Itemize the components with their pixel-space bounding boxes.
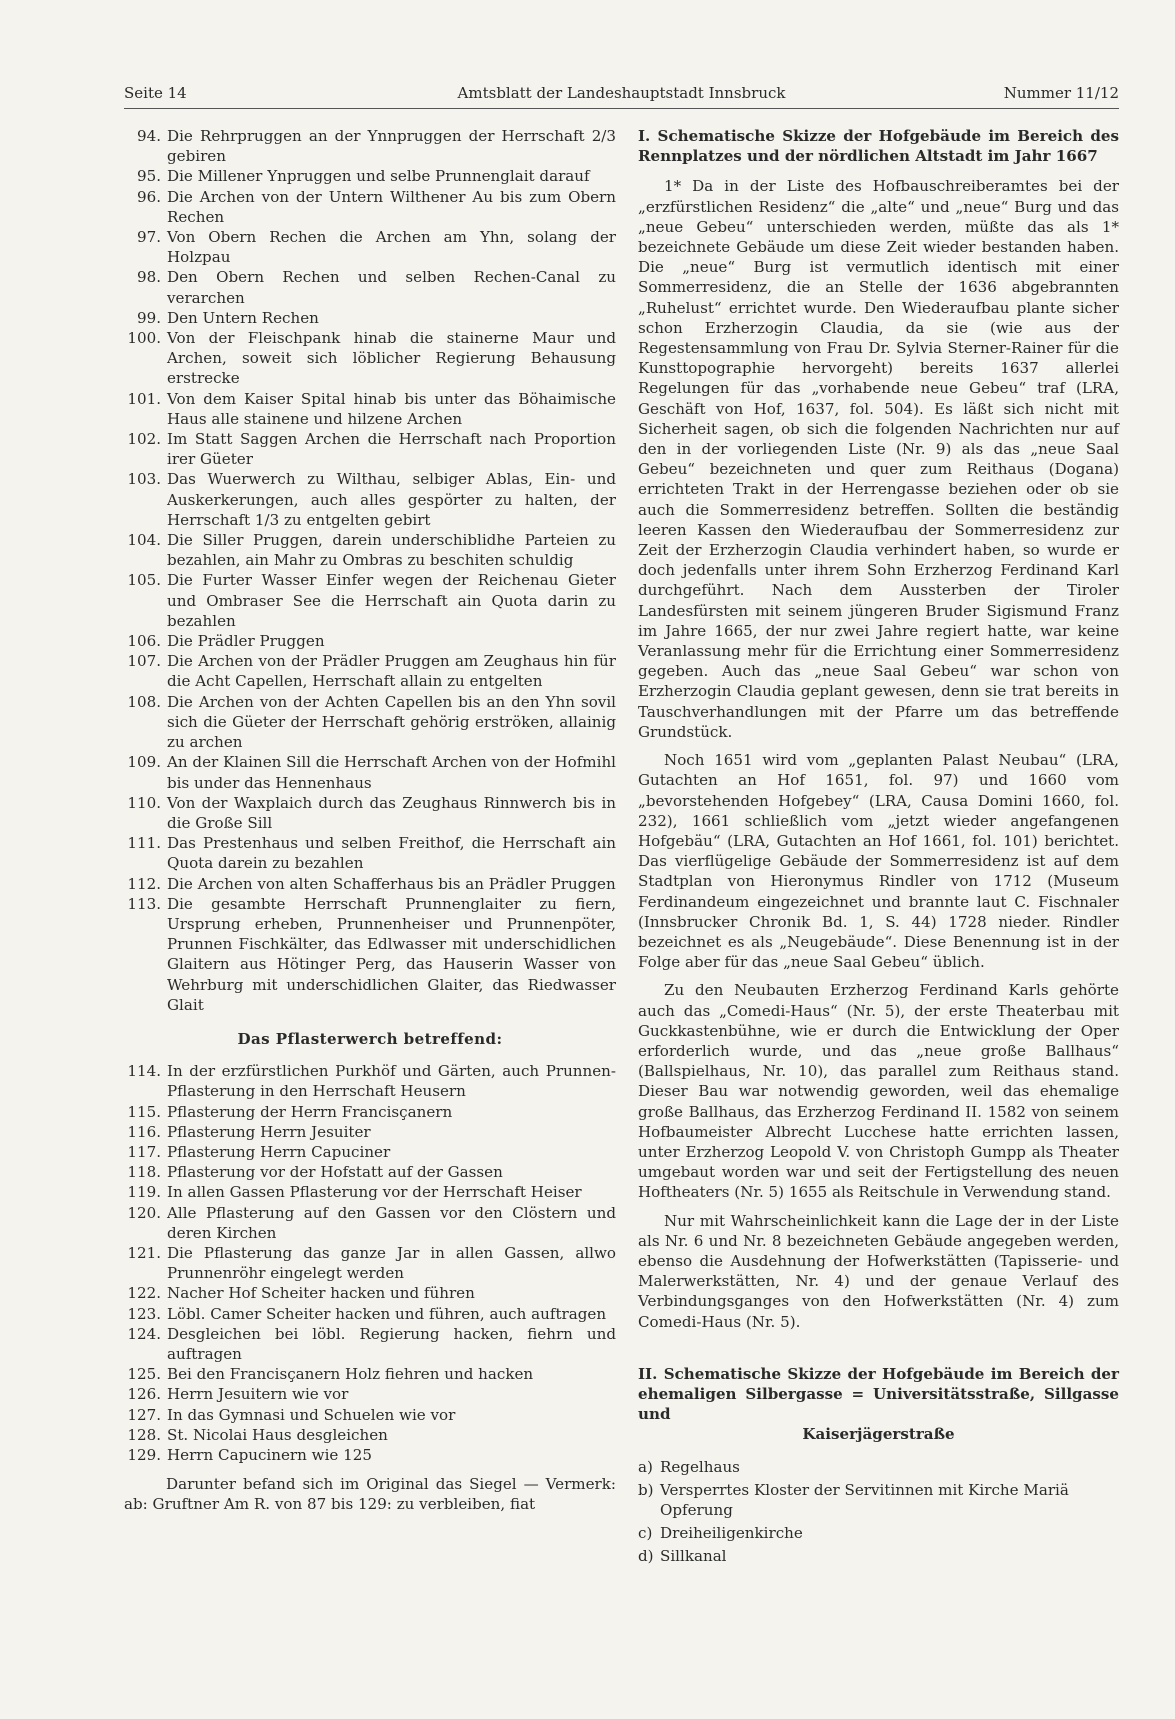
item-number: 124. [127,1324,161,1343]
list-item [124,126,616,166]
list-item [124,1142,616,1162]
item-text: Von Obern Rechen die Archen am Yhn, solang der Holzpau [167,228,616,267]
item-text: Bei den Francisçanern Holz fiehren und hacken [167,1365,534,1384]
list-item [124,1283,616,1303]
list-item [124,631,616,651]
list-item [124,1304,616,1324]
list-item [124,1364,616,1384]
item-text: Desgleichen bei löbl. Regierung hacken, fiehrn und auftragen [167,1324,616,1363]
list-item [124,1425,616,1445]
item-text: Herrn Capucinern wie 125 [167,1446,372,1464]
list-item [124,328,616,389]
paragraph: 1* Da in der Liste des Hofbauschreiberamtes bei der „erzfürstlichen Residenz“ die „alte“ und „neue“ Burg und das „neue Gebeu“ unterschieden werden, müßte das als 1* bezeichnete Gebäude um diese Zeit wieder bestanden haben. Die „neue“ Burg ist vermutlich identisch mit einer Sommerresidenz, die an Stelle der 1636 abgebrannten „Ruhelust“ errichtet wurde. Den Wiederaufbau plante sicher schon Erzherzogin Claudia, da sie (wie aus der Regestensammlung von Frau Dr. Sylvia Sterner-Rainer für die Kunsttopographie hervorgeht) bereits 1637 allerlei Regelungen für das „vorhabende neue Gebeu“ traf (LRA, Geschäft von Hof, 1637, fol. 504). Es läßt sich nicht mit Sicherheit sagen, ob sich die folgenden Nachrichten nur auf den in der vorliegenden Liste (Nr. 9) als das „neue Saal Gebeu“ bezeichneten und quer zum Reithaus (Dogana) errichteten Trakt in der Herrengasse beziehen oder ob sie auch die Sommerresidenz betreffen. Sollten die beständig leeren Kassen den Wiederaufbau der Sommerresidenz zur Zeit der Erzherzogin Claudia verhindert haben, so wurde er doch jedenfalls unter ihrem Sohn Erzherzog Ferdinand Karl durchgeführt. Nach dem Aussterben der Tiroler Landesfürsten mit seinem jüngeren Bruder Sigismund Franz im Jahre 1665, der nur zwei Jahre regiert hatte, war keine Veranlassung mehr für die Errichtung einer Sommerresidenz gegeben. Auch das „neue Saal Gebeu“ war schon von Erzherzogin Claudia geplant gewesen, denn sie trat bereits in Tauschverhandlungen mit der Pfarre um das betreffende Grundstück. [638,177,1119,741]
item-text: Die Archen von der Untern Wilthener Au bis zum Obern Rechen [167,187,616,226]
item-number: 114. [127,1062,161,1081]
item-number: 105. [127,571,161,590]
list-item [124,793,616,833]
paragraph: Nur mit Wahrscheinlichkeit kann die Lage der in der Liste als Nr. 6 und Nr. 8 bezeichneten Gebäude angegeben werden, ebenso die Ausdehnung der Hofwerkstätten (Tapisserie- und Malerwerkstätten, Nr. 4) und der genaue Verlauf des Verbindungsganges von den Hofwerkstätten (Nr. 4) zum Comedi-Haus (Nr. 5). [638,1211,1119,1331]
list-item [124,187,616,227]
item-text: Die Archen von der Achten Capellen bis an den Yhn sovil sich die Güeter der Herrschaft gehörig erströken, allainig zu archen [167,692,616,752]
item-text: Die Archen von alten Schafferhaus bis an Prädler Pruggen [167,874,616,893]
item-text: Die Archen von der Prädler Pruggen am Zeughaus hin für die Acht Capellen, Herrschaft allain zu entgelten [167,652,616,691]
list-item [124,1324,616,1364]
item-number: 100. [127,329,161,348]
item-number: 121. [127,1243,161,1262]
left-column [124,126,616,1515]
item-number: 97. [136,228,161,247]
item-text: Den Untern Rechen [167,308,319,327]
item-text: Pflasterung Herrn Jesuiter [167,1122,371,1141]
item-number: 103. [127,470,161,489]
item-text: Die Furter Wasser Einfer wegen der Reichenau Gieter und Ombraser See die Herrschaft ain Quota darin zu bezahlen [167,571,616,630]
section2-heading-line2: Kaiserjägerstraße [802,1425,955,1444]
section2-heading [638,1364,1119,1445]
item-number: 111. [127,834,161,853]
item-number: 127. [127,1405,161,1424]
item-text: Alle Pflasterung auf den Gassen vor den Clöstern und deren Kirchen [167,1203,616,1242]
header-rule [124,108,1119,109]
list-item [124,1182,616,1202]
item-number: 120. [127,1203,161,1222]
issue-number: Nummer 11/12 [1003,84,1119,102]
legend-text: Sillkanal [660,1547,727,1566]
item-text: Löbl. Camer Scheiter hacken und führen, auch auftragen [167,1304,607,1323]
item-text: Die Prädler Pruggen [167,632,325,651]
list-item [124,752,616,792]
item-text: Das Wuerwerch zu Wilthau, selbiger Ablas, Ein- und Auskerkerungen, auch alles gespörter zu halten, der Herrschaft 1/3 zu entgelten gebirt [167,470,616,529]
item-text: In das Gymnasi und Schuelen wie vor [167,1405,456,1424]
section1-heading: I. Schematische Skizze der Hofgebäude im Bereich des Rennplatzes und der nördlichen Altstadt im Jahr 1667 [638,127,1119,166]
legend-item [638,1457,1119,1477]
legend-text: Regelhaus [660,1457,740,1476]
list-item [124,1162,616,1182]
list-item [124,570,616,631]
list-item [124,389,616,429]
legend-label: a) [638,1457,653,1476]
item-number: 122. [127,1284,161,1303]
list-item [124,308,616,328]
legend-text: Dreiheiligenkirche [660,1524,803,1543]
item-number: 109. [127,753,161,772]
item-number: 115. [127,1102,161,1121]
item-number: 107. [127,652,161,671]
list-item [124,469,616,530]
item-text: Die Pflasterung das ganze Jar in allen Gassen, allwo Prunnenröhr eingelegt werden [167,1243,616,1283]
pflaster-list [124,1061,616,1465]
pflaster-heading: Das Pflasterwerch betreffend: [237,1029,503,1048]
list-item [124,833,616,873]
section2-heading-line1: II. Schematische Skizze der Hofgebäude im Bereich der ehemaligen Silbergasse = Universitätsstraße, Sillgasse und [638,1364,1119,1424]
list-item [124,894,616,1015]
right-column [638,126,1119,1570]
item-text: An der Klainen Sill die Herrschaft Archen von der Hofmihl bis under das Hennenhaus [167,753,616,792]
list-item [124,227,616,267]
item-number: 119. [127,1183,161,1202]
item-text: Das Prestenhaus und selben Freithof, die Herrschaft ain Quota darein zu bezahlen [167,834,616,873]
legend-label: d) [638,1547,654,1566]
item-text: Nacher Hof Scheiter hacken und führen [167,1284,475,1303]
item-number: 108. [127,692,161,711]
publication-title: Amtsblatt der Landeshauptstadt Innsbruck [457,84,786,102]
page-header [124,80,1119,106]
list-item [124,429,616,469]
item-number: 101. [127,389,161,408]
section1-body [638,176,1119,1331]
legend-label: c) [638,1524,653,1543]
list-item [124,1102,616,1122]
item-number: 110. [127,793,161,812]
list-item [124,1061,616,1101]
paragraph: Noch 1651 wird vom „geplanten Palast Neubau“ (LRA, Gutachten an Hof 1651, fol. 97) und 1660 vom „bevorstehenden Hofgebey“ (LRA, Causa Domini 1660, fol. 232), 1661 schließlich vom „jetzt wieder angefangenen Hofgebäu“ (LRA, Gutachten an Hof 1661, fol. 101) berichtet. Das vierflügelige Gebäude der Sommerresidenz ist auf dem Stadtplan von Hieronymus Rindler von 1712 (Museum Ferdinandeum eingezeichnet und brannte laut C. Fischnaler (Innsbrucker Chronik Bd. 1, S. 44) 1728 nieder. Rindler bezeichnet es als „Neugebäude“. Diese Benennung ist in der Folge aber für das „neue Saal Gebeu“ üblich. [638,751,1119,972]
item-text: Die Siller Pruggen, darein underschiblidhe Parteien zu bezahlen, ain Mahr zu Ombras zu beschiten schuldig [167,531,616,570]
page-number: Seite 14 [124,84,187,102]
list-item [124,530,616,570]
legend-label: b) [638,1480,654,1499]
item-text: Die Millener Ynpruggen und selbe Prunnenglait darauf [167,167,590,186]
seal-note: Darunter befand sich im Original das Siegel — Vermerk: ab: Gruftner Am R. von 87 bis 129: zu verbleiben, fiat [124,1475,616,1514]
item-text: Die gesambte Herrschaft Prunnenglaiter zu fiern, Ursprung erheben, Prunnenheiser und Prunnenpöter, Prunnen Fischkälter, das Edlwasser mit underschidlichen Glaitern aus Hötinger Perg, das Hauserin Wasser von Wehrburg mit underschidlichen Glaiter, das Riedwasser Glait [167,894,616,1014]
item-text: Im Statt Saggen Archen die Herrschaft nach Proportion irer Güeter [167,430,616,469]
item-number: 118. [127,1163,161,1182]
legend-item [638,1480,1119,1520]
item-number: 95. [136,167,161,186]
item-number: 129. [127,1446,161,1464]
legend-item [638,1546,1119,1566]
list-item [124,1384,616,1404]
item-text: Von dem Kaiser Spital hinab bis unter das Böhaimische Haus alle stainene und hilzene Archen [167,389,616,428]
item-number: 96. [136,187,161,206]
legend-text: Versperrtes Kloster der Servitinnen mit Kirche Mariä Opferung [660,1480,1069,1519]
item-number: 117. [127,1142,161,1161]
list-item [124,1243,616,1283]
item-number: 112. [127,874,161,893]
item-text: Von der Waxplaich durch das Zeughaus Rinnwerch bis in die Große Sill [167,793,616,832]
list-item [124,692,616,753]
legend-item [638,1523,1119,1543]
list-item [124,1203,616,1243]
item-number: 94. [136,127,161,145]
item-number: 128. [127,1425,161,1444]
item-text: In allen Gassen Pflasterung vor der Herrschaft Heiser [167,1183,582,1202]
item-number: 98. [136,268,161,287]
item-text: Herrn Jesuitern wie vor [167,1385,349,1404]
item-number: 113. [127,894,161,913]
item-number: 123. [127,1304,161,1323]
list-item [124,267,616,307]
obligations-list [124,126,616,1015]
list-item [124,1445,616,1465]
item-text: Pflasterung vor der Hofstatt auf der Gassen [167,1163,503,1182]
section2-legend [638,1457,1119,1567]
item-text: In der erzfürstlichen Purkhöf und Gärten, auch Prunnen-Pflasterung in den Herrschaft Heusern [167,1062,616,1101]
item-text: Pflasterung der Herrn Francisçanern [167,1102,453,1121]
list-item [124,166,616,186]
item-text: Den Obern Rechen und selben Rechen-Canal zu verarchen [167,268,616,307]
item-number: 104. [127,531,161,550]
list-item [124,874,616,894]
item-text: Die Rehrpruggen an der Ynnpruggen der Herrschaft 2/3 gebiren [167,127,616,166]
item-text: St. Nicolai Haus desgleichen [167,1425,388,1444]
item-number: 116. [127,1122,161,1141]
item-number: 102. [127,430,161,449]
item-number: 99. [136,308,161,327]
list-item [124,1405,616,1425]
item-text: Pflasterung Herrn Capuciner [167,1142,391,1161]
paragraph: Zu den Neubauten Erzherzog Ferdinand Karls gehörte auch das „Comedi-Haus“ (Nr. 5), der erste Theaterbau mit Guckkastenbühne, wie er durch die Entwicklung der Oper erforderlich wurde, und das „neue große Ballhaus“ (Ballspielhaus, Nr. 10), das parallel zum Reithaus stand. Dieser Bau war notwendig geworden, weil das ehemalige große Ballhaus, das Erzherzog Ferdinand II. 1582 von seinem Hofbaumeister Albrecht Lucchese hatte errichten lassen, unter Erzherzog Leopold V. von Christoph Gumpp als Theater umgebaut worden war und seit der Fertigstellung des neuen Hoftheaters (Nr. 5) 1655 als Reitschule in Verwendung stand. [638,981,1119,1202]
item-number: 106. [127,632,161,651]
item-text: Von der Fleischpank hinab die stainerne Maur und Archen, soweit sich löblicher Regierung Behausung erstrecke [167,329,616,388]
item-number: 125. [127,1365,161,1384]
list-item [124,1122,616,1142]
item-number: 126. [127,1385,161,1404]
list-item [124,651,616,691]
